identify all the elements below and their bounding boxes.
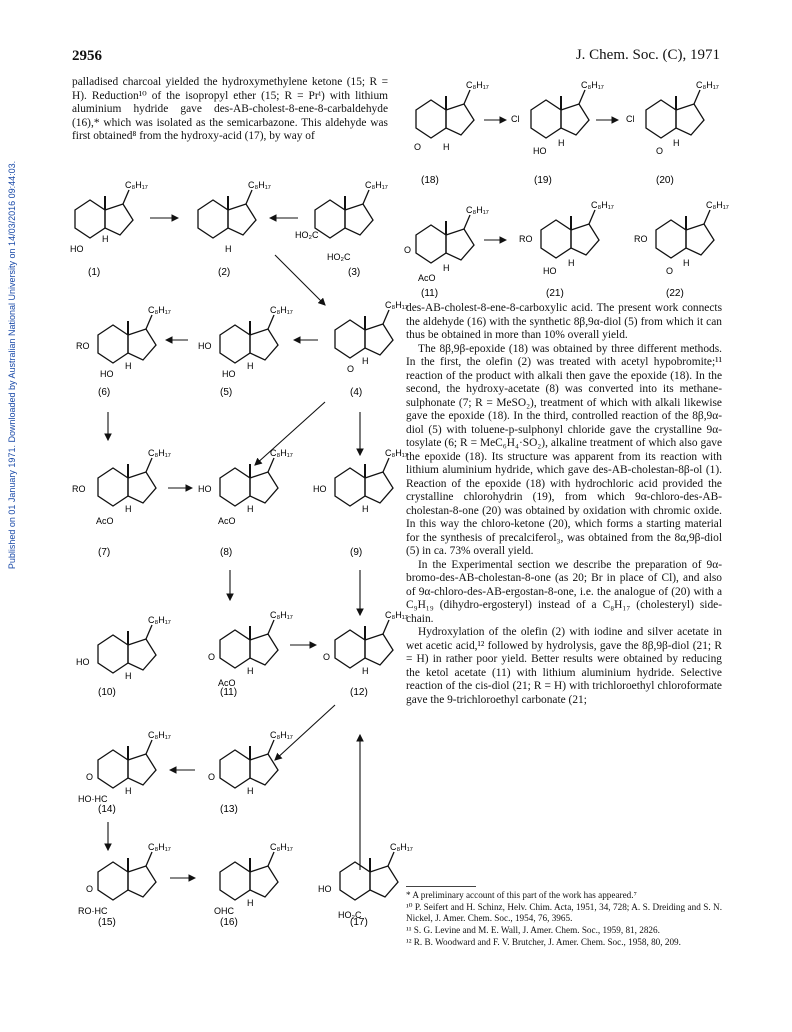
compound-10	[76, 615, 171, 681]
svg-text:H: H	[362, 356, 369, 366]
compound-11	[208, 610, 293, 688]
svg-text:RO: RO	[634, 234, 648, 244]
svg-text:H: H	[683, 258, 690, 268]
compound-22	[634, 200, 729, 276]
svg-text:H: H	[125, 504, 132, 514]
svg-text:(6): (6)	[98, 387, 111, 398]
svg-text:(10): (10)	[98, 687, 116, 698]
compound-20	[626, 80, 719, 156]
svg-text:H: H	[125, 361, 132, 371]
compound-1	[70, 180, 148, 254]
svg-text:H: H	[443, 142, 450, 152]
svg-text:(1): (1)	[88, 267, 101, 278]
svg-text:RO: RO	[76, 341, 90, 351]
svg-text:(15): (15)	[98, 917, 116, 928]
svg-text:(17): (17)	[350, 917, 368, 928]
svg-text:C₈H₁₇: C₈H₁₇	[696, 80, 719, 90]
svg-text:HO: HO	[198, 484, 212, 494]
svg-text:HO: HO	[76, 657, 90, 667]
svg-text:H: H	[558, 138, 565, 148]
svg-text:HO: HO	[222, 369, 236, 379]
svg-text:C₈H₁₇: C₈H₁₇	[270, 448, 293, 458]
svg-text:(16): (16)	[220, 917, 238, 928]
svg-text:HO: HO	[198, 341, 212, 351]
compound-6	[76, 305, 171, 379]
paragraph-4: Hydroxylation of the olefin (2) with iodine and silver acetate in wet acetic acid,¹² followed by hydrolysis, gave the 8β,9β-diol (21; R = H) in rather poor yield. Better results were obtained by reducing the ketol acetate (11) with lithium aluminium hydride. Selective reaction of the cis-diol (21; R = H) with trichloroethyl chloroformate gave the 9-trichloroethyl carbonate (21;	[406, 626, 722, 706]
svg-text:C₈H₁₇: C₈H₁₇	[248, 180, 271, 190]
intro-text: palladised charcoal yielded the hydroxymethylene ketone (15; R = H). Reduction¹⁰ of the isopropyl ether (15; R = Prⁱ) with lithium aluminium hydride gave des-AB-cholest-8-ene-8-carbaldehyde (16),* which was isolated as the semicarbazone. This aldehyde was first obtained⁸ from the hydroxy-acid (17), by way of	[72, 76, 388, 142]
svg-text:(7): (7)	[98, 547, 111, 558]
compound-5	[198, 305, 293, 379]
download-watermark: Published on 01 January 1971. Downloaded by Australian National University on 14/03/2016 09:44:03.	[7, 160, 17, 570]
svg-text:HO: HO	[313, 484, 327, 494]
svg-text:HO: HO	[70, 244, 84, 254]
paragraph-2: The 8β,9β-epoxide (18) was obtained by three different methods. In the first, the olefin (2) was treated with acetyl hypobromite;¹¹ reaction of the product with alkali then gave the epoxide (18). In the second, the hydroxy-acetate (8) was converted into its methane-sulphonate (7; R = MeSO₂), treatment of which with alkali likewise gave the epoxide (18). In the third, controlled reaction of the 8β,9α-diol (5) with toluene-p-sulphonyl chloride gave the crystalline 9α-tosylate (6; R = MeC₆H₄·SO₂), alkaline treatment of which also gave the epoxide (18). Its structure was apparent from its reaction with lithium aluminium hydride, which gave des-AB-cholestan-8β-ol (1). Reaction of the epoxide (18) with hydrochloric acid provided the crystalline chlorohydrin (19), from which 9α-chloro-des-AB-cholestan-8-one (20) was obtained by oxidation with chromic oxide. In this way the chloro-ketone (20), which forms a starting material for the synthesis of precalciferol₃, was obtained from the 8α,9β-diol (5) in ca. 73% overall yield.	[406, 342, 722, 557]
compound-18	[414, 80, 489, 152]
footnote-rule	[406, 886, 476, 887]
svg-text:(8): (8)	[220, 547, 233, 558]
svg-text:(11): (11)	[220, 687, 238, 698]
svg-text:C₈H₁₇: C₈H₁₇	[706, 200, 729, 210]
svg-text:C₈H₁₇: C₈H₁₇	[270, 305, 293, 315]
svg-text:H: H	[247, 361, 254, 371]
svg-text:O: O	[323, 652, 331, 662]
svg-text:(5): (5)	[220, 387, 233, 398]
compound-21	[519, 200, 614, 276]
svg-text:HO₂C: HO₂C	[327, 252, 351, 262]
svg-text:H: H	[443, 263, 450, 273]
svg-text:H: H	[673, 138, 680, 148]
footnote-12: ¹² R. B. Woodward and F. V. Brutcher, J. Amer. Chem. Soc., 1958, 80, 209.	[406, 937, 681, 947]
svg-text:H: H	[247, 786, 254, 796]
svg-text:O: O	[86, 772, 94, 782]
svg-text:O: O	[656, 146, 664, 156]
reaction-scheme	[60, 150, 460, 930]
compound-15	[78, 842, 171, 916]
compound-17	[318, 842, 413, 920]
intro-paragraph	[72, 76, 388, 144]
svg-text:H: H	[125, 786, 132, 796]
svg-text:(20): (20)	[656, 175, 674, 186]
svg-text:C₈H₁₇: C₈H₁₇	[148, 448, 171, 458]
svg-text:O: O	[666, 266, 674, 276]
compound-9	[313, 448, 408, 514]
svg-text:HO: HO	[100, 369, 114, 379]
svg-text:O: O	[414, 142, 422, 152]
svg-text:HO·HC: HO·HC	[78, 794, 108, 804]
svg-text:C₈H₁₇: C₈H₁₇	[365, 180, 388, 190]
svg-text:HO₂C: HO₂C	[338, 910, 362, 920]
footnotes	[406, 890, 722, 949]
svg-text:H: H	[102, 234, 109, 244]
svg-text:AcO: AcO	[418, 273, 436, 283]
svg-text:O: O	[208, 772, 216, 782]
svg-text:H: H	[247, 504, 254, 514]
svg-text:HO: HO	[318, 884, 332, 894]
footnote-10: ¹⁰ P. Seifert and H. Schinz, Helv. Chim. Acta, 1951, 34, 728; A. S. Dreiding and S. N. Nickel, J. Amer. Chem. Soc., 1954, 76, 3965.	[406, 902, 722, 923]
svg-text:H: H	[247, 898, 254, 908]
svg-text:C₈H₁₇: C₈H₁₇	[270, 610, 293, 620]
svg-text:AcO: AcO	[96, 516, 114, 526]
journal-header: J. Chem. Soc. (C), 1971	[575, 47, 720, 63]
svg-text:(4): (4)	[350, 387, 363, 398]
footnote-star: * A preliminary account of this part of the work has appeared.⁷	[406, 890, 637, 900]
reaction-scheme-right	[406, 70, 736, 300]
svg-text:HO: HO	[533, 146, 547, 156]
compound-3	[295, 180, 388, 262]
svg-text:RO·HC: RO·HC	[78, 906, 108, 916]
footnote-11: ¹¹ S. G. Levine and M. E. Wall, J. Amer. Chem. Soc., 1959, 81, 2826.	[406, 925, 660, 935]
svg-text:C₈H₁₇: C₈H₁₇	[385, 448, 408, 458]
svg-text:H: H	[362, 504, 369, 514]
svg-text:O: O	[86, 884, 94, 894]
svg-text:OHC: OHC	[214, 906, 234, 916]
svg-text:(14): (14)	[98, 804, 116, 815]
svg-text:C₈H₁₇: C₈H₁₇	[125, 180, 148, 190]
svg-text:(19): (19)	[534, 175, 552, 186]
svg-text:H: H	[247, 666, 254, 676]
svg-text:C₈H₁₇: C₈H₁₇	[148, 305, 171, 315]
svg-text:H: H	[125, 671, 132, 681]
svg-text:RO: RO	[519, 234, 533, 244]
svg-text:(9): (9)	[350, 547, 363, 558]
compound-7	[72, 448, 171, 526]
svg-text:O: O	[404, 245, 412, 255]
svg-text:C₈H₁₇: C₈H₁₇	[385, 300, 408, 310]
svg-text:(11): (11)	[421, 288, 439, 299]
svg-text:C₈H₁₇: C₈H₁₇	[390, 842, 413, 852]
svg-text:H: H	[362, 666, 369, 676]
svg-text:C₈H₁₇: C₈H₁₇	[591, 200, 614, 210]
svg-text:C₈H₁₇: C₈H₁₇	[148, 615, 171, 625]
svg-text:C₈H₁₇: C₈H₁₇	[148, 842, 171, 852]
page-number: 2956	[72, 48, 102, 64]
compound-11-right	[404, 205, 489, 283]
svg-text:C₈H₁₇: C₈H₁₇	[270, 730, 293, 740]
svg-text:H: H	[568, 258, 575, 268]
paragraph-1: des-AB-cholest-8-ene-8-carboxylic acid. The present work connects the aldehyde (16) with the synthetic 8β,9α-diol (5) from which it can thus be obtained in more than 10% overall yield.	[406, 302, 722, 341]
svg-text:C₈H₁₇: C₈H₁₇	[148, 730, 171, 740]
paragraph-3: In the Experimental section we describe the preparation of 9α-bromo-des-AB-cholestan-8-one (as 20; Br in place of Cl), and also of 9α-chloro-des-AB-ergostan-8-one, i.e. the analogue of (20) with a C₉H₁₉ (dihydro-ergosteryl) instead of a C₈H₁₇ (cholesteryl) side-chain.	[406, 558, 722, 625]
svg-text:HO₂C: HO₂C	[295, 230, 319, 240]
svg-text:O: O	[208, 652, 216, 662]
svg-text:AcO: AcO	[218, 516, 236, 526]
svg-text:C₈H₁₇: C₈H₁₇	[270, 842, 293, 852]
svg-text:(12): (12)	[350, 687, 368, 698]
right-column-text	[406, 302, 722, 707]
compound-16	[214, 842, 293, 916]
compound-13	[208, 730, 293, 796]
svg-text:Cl: Cl	[626, 114, 635, 124]
svg-text:(21): (21)	[546, 288, 564, 299]
svg-text:C₈H₁₇: C₈H₁₇	[466, 80, 489, 90]
compound-8	[198, 448, 293, 526]
svg-text:C₈H₁₇: C₈H₁₇	[385, 610, 408, 620]
compound-14	[78, 730, 171, 804]
svg-text:AcO: AcO	[218, 678, 236, 688]
compound-19	[511, 80, 604, 156]
svg-text:(18): (18)	[421, 175, 439, 186]
compound-4	[335, 300, 408, 374]
svg-text:RO: RO	[72, 484, 86, 494]
svg-text:(3): (3)	[348, 267, 361, 278]
svg-text:HO: HO	[543, 266, 557, 276]
svg-text:(2): (2)	[218, 267, 231, 278]
svg-text:(22): (22)	[666, 288, 684, 299]
svg-text:(13): (13)	[220, 804, 238, 815]
compound-2	[198, 180, 271, 254]
svg-text:C₈H₁₇: C₈H₁₇	[581, 80, 604, 90]
svg-text:C₈H₁₇: C₈H₁₇	[466, 205, 489, 215]
svg-text:Cl: Cl	[511, 114, 520, 124]
svg-text:O: O	[347, 364, 355, 374]
svg-text:H: H	[225, 244, 232, 254]
compound-12	[323, 610, 408, 676]
